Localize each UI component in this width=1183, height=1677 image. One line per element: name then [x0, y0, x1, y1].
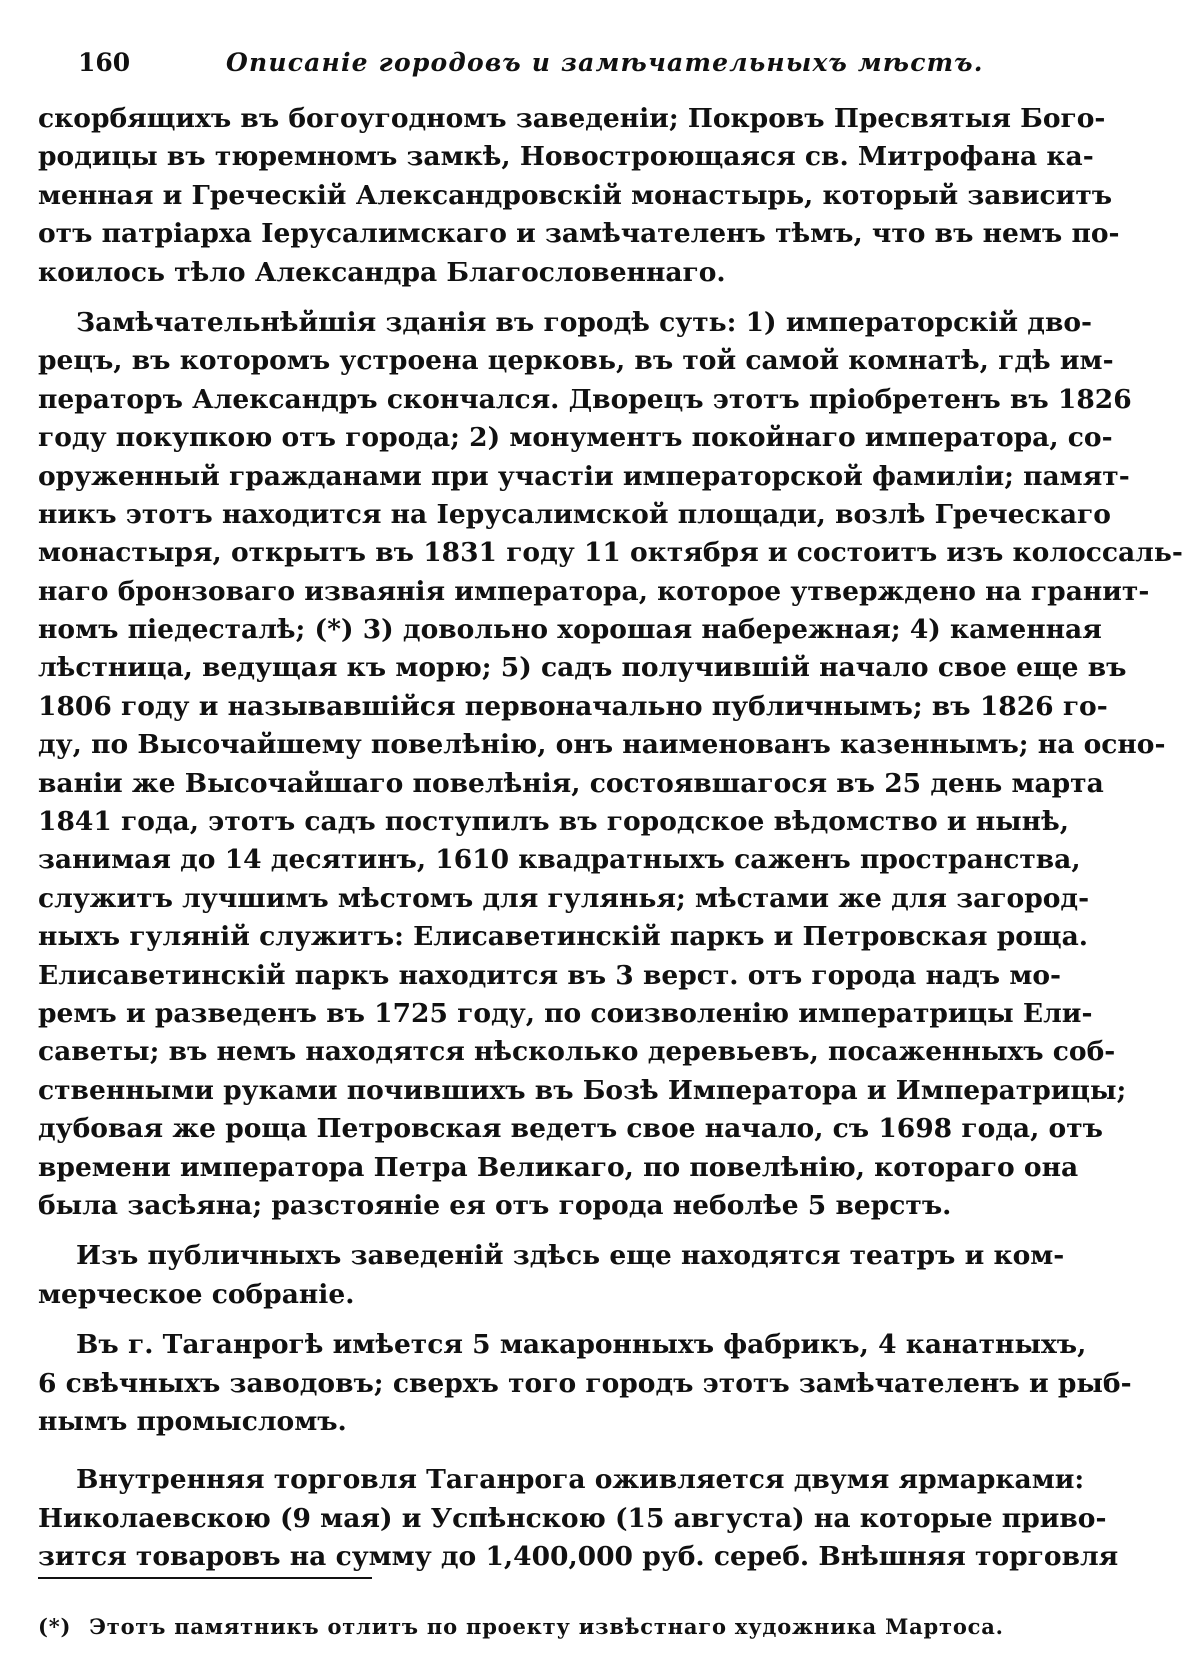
text-line: ператоръ Александръ скончался. Дворецъ этотъ пріобретенъ въ 1826	[38, 383, 1132, 415]
paragraph	[38, 1326, 1132, 1441]
paragraph	[38, 304, 1183, 1225]
text-line: наго бронзоваго изваянія императора, которое утверждено на гранит-	[38, 575, 1150, 607]
text-line: ремъ и разведенъ въ 1725 году, по соизволенію императрицы Ели-	[38, 997, 1093, 1029]
text-line: мерческое собраніе.	[38, 1278, 355, 1310]
text-line: оруженный гражданами при участіи императорской фамиліи; памят-	[38, 460, 1130, 492]
text-line: зится товаровъ на сумму до 1,400,000 руб. сереб. Внѣшняя торговля	[38, 1541, 1119, 1573]
running-title: Описаніе городовъ и замѣчательныхъ мѣстъ.	[226, 48, 984, 77]
text-line: коилось тѣло Александра Благословеннаго.	[38, 256, 726, 288]
text-line: никъ этотъ находится на Іерусалимской площади, возлѣ Греческаго	[38, 498, 1111, 530]
text-line: 1806 году и называвшійся первоначально публичнымъ; въ 1826 го-	[38, 690, 1108, 722]
text-line: родицы въ тюремномъ замкѣ, Новостроющаяся св. Митрофана ка-	[38, 141, 1094, 173]
body-text	[38, 100, 1183, 1576]
text-line: ныхъ гуляній служитъ: Елисаветинскій паркъ и Петровская роща.	[38, 921, 1088, 953]
text-line: году покупкою отъ города; 2) монументъ покойнаго императора, со-	[38, 422, 1113, 454]
text-line: ду, по Высочайшему повелѣнію, онъ наименованъ казеннымъ; на осно-	[38, 729, 1166, 761]
paragraph	[38, 1237, 1065, 1314]
text-line: занимая до 14 десятинъ, 1610 квадратныхъ саженъ пространства,	[38, 844, 1081, 876]
page-number: 160	[78, 48, 131, 77]
text-line: менная и Греческій Александровскій монастырь, который зависитъ	[38, 179, 1113, 211]
footnote	[38, 1614, 1004, 1639]
paragraph	[38, 100, 1120, 292]
text-line: была засѣяна; разстояніе ея отъ города неболѣе 5 верстъ.	[38, 1189, 952, 1221]
text-line: скорбящихъ въ богоугодномъ заведеніи; Покровъ Пресвятыя Бого-	[38, 103, 1106, 134]
text-line: Николаевскою (9 мая) и Успѣнскою (15 августа) на которые приво-	[38, 1502, 1107, 1534]
footnote-marker: (*)	[38, 1614, 72, 1639]
text-line: саветы; въ немъ находятся нѣсколько деревьевъ, посаженныхъ соб-	[38, 1036, 1116, 1068]
paragraph	[38, 1461, 1119, 1576]
text-line: 1841 года, этотъ садъ поступилъ въ городское вѣдомство и нынѣ,	[38, 806, 1069, 838]
text-line: 6 свѣчныхъ заводовъ; сверхъ того городъ этотъ замѣчателенъ и рыб-	[38, 1367, 1132, 1399]
text-line: Замѣчательнѣйшія зданія въ городѣ суть: 1) императорскій дво-	[76, 306, 1093, 338]
text-line: рецъ, въ которомъ устроена церковь, въ той самой комнатѣ, гдѣ им-	[38, 345, 1114, 377]
text-line: ваніи же Высочайшаго повелѣнія, состоявшагося въ 25 день марта	[38, 767, 1104, 799]
page-header	[78, 42, 1008, 82]
text-line: времени императора Петра Великаго, по повелѣнію, котораго она	[38, 1151, 1079, 1183]
text-line: отъ патріарха Іерусалимскаго и замѣчателенъ тѣмъ, что въ немъ по-	[38, 218, 1120, 250]
footnote-divider	[38, 1577, 372, 1579]
text-line: дубовая же роща Петровская ведетъ свое начало, съ 1698 года, отъ	[38, 1113, 1103, 1145]
text-line: лѣстница, ведущая къ морю; 5) садъ получившій начало свое еще въ	[38, 652, 1127, 684]
text-line: монастыря, открытъ въ 1831 году 11 октября и состоитъ изъ колоссаль-	[38, 537, 1183, 569]
text-line: Изъ публичныхъ заведеній здѣсь еще находятся театръ и ком-	[76, 1240, 1065, 1272]
text-line: номъ піедесталѣ; (*) 3) довольно хорошая набережная; 4) каменная	[38, 614, 1102, 646]
text-line: Въ г. Таганрогѣ имѣется 5 макаронныхъ фабрикъ, 4 канатныхъ,	[76, 1329, 1087, 1361]
text-line: Елисаветинскій паркъ находится въ 3 верст. отъ города надъ мо-	[38, 959, 1062, 991]
footnote-text: Этотъ памятникъ отлитъ по проекту извѣстнаго художника Мартоса.	[89, 1614, 1004, 1639]
text-line: ственными руками почившихъ въ Бозѣ Императора и Императрицы;	[38, 1074, 1127, 1106]
text-line: нымъ промысломъ.	[38, 1405, 347, 1437]
text-line: служитъ лучшимъ мѣстомъ для гулянья; мѣстами же для загород-	[38, 882, 1090, 914]
text-line: Внутренняя торговля Таганрога оживляется двумя ярмарками:	[76, 1464, 1085, 1496]
